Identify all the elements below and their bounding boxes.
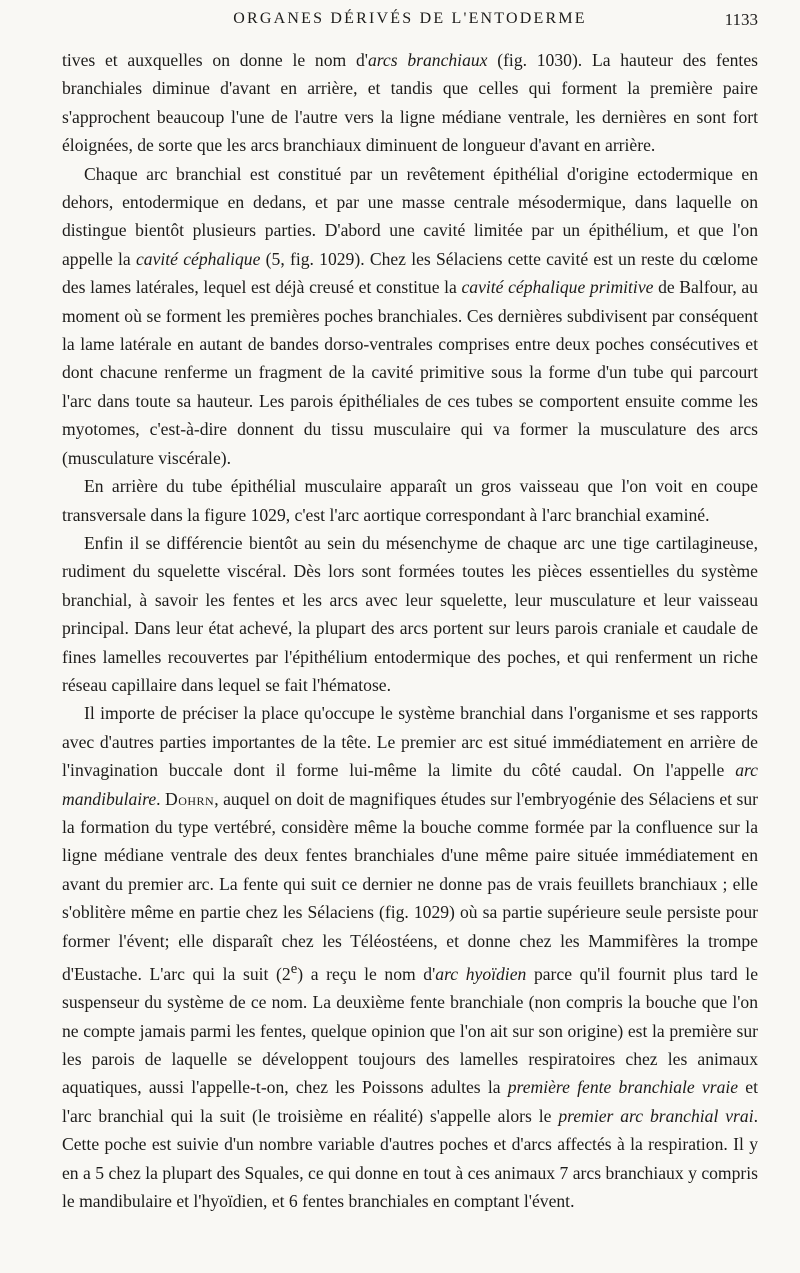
- text-run: , auquel on doit de magnifiques études sur l'embryogénie des Sélaciens et sur la formation du type vertébré, considère même la bouche comme formée par la confluence sur la ligne médiane ventrale des deux fentes branchiales d'une même paire située immédiatement en avant du premier arc. La fente qui suit ce dernier ne donne pas de vrais feuillets branchiaux ; elle s'oblitère même en partie chez les Sélaciens (fig. 1029) où sa partie supérieure seule persiste pour former l'évent; elle disparaît chez les Téléostéens, et donne chez les Mammifères la trompe d'Eustache. L'arc qui la suit (2: [62, 788, 759, 984]
- superscript: e: [290, 961, 298, 977]
- paragraph-3: [62, 472, 758, 529]
- italic-term: cavité céphalique: [135, 248, 261, 269]
- paragraph-1: [62, 46, 758, 160]
- italic-term: cavité céphalique primitive: [461, 277, 654, 298]
- text-run: Enfin il se différencie bientôt au sein du mésenchyme de chaque arc une tige cartilagineuse, rudiment du squelette viscéral. Dès lors sont formées toutes les pièces essentielles du système branchial, à savoir les fentes et les arcs avec leur squelette, leur musculature et leur vaisseau principal. Dans leur état achevé, la plupart des arcs portent sur leurs parois craniale et caudale de fines lamelles recouvertes par l'épithélium entodermique des poches, et qui renferment un riche réseau capillaire dans lequel se fait l'hématose.: [62, 532, 758, 695]
- text-run: Il importe de préciser la place qu'occupe le système branchial dans l'organisme et ses rapports avec d'autres parties importantes de la tête. Le premier arc est situé immédiatement en arrière de l'invagination buccale dont il forme lui-même la limite du côté caudal. On l'appelle: [62, 703, 758, 781]
- italic-term: premier arc branchial vrai: [558, 1105, 754, 1126]
- paragraph-5: [62, 699, 758, 1215]
- text-run: ) a reçu le nom d': [297, 963, 436, 984]
- text-run: de Balfour, au moment où se forment les premières poches branchiales. Ces dernières subdivisent par conséquent la lame latérale en autant de bandes dorso-ventrales comprises entre deux poches consécutives et dont chacune renferme un fragment de la cavité primitive sous la forme d'un tube qui parcourt l'arc dans toute sa hauteur. Les parois épithéliales de ces tubes se comportent ensuite comme les myotomes, c'est-à-dire donnent du tissu musculaire qui va former la musculature des arcs (musculature viscérale).: [62, 277, 758, 468]
- text-run: .: [156, 788, 166, 809]
- text-body: [62, 46, 758, 1216]
- author-name: Dohrn: [165, 788, 215, 809]
- text-run: parce qu'il fournit plus tard le suspenseur du système de ce nom. La deuxième fente branchiale (non compris la bouche que l'on ne compte jamais parmi les fentes, quelque opinion que l'on ait sur son origine) est la première sur les parois de laquelle se développent toujours des lamelles respiratoires chez les animaux aquatiques, aussi l'appelle-t-on, chez les Poissons adultes la: [62, 963, 759, 1098]
- text-run: . Cette poche est suivie d'un nombre variable d'autres poches et d'arcs affectés à la respiration. Il y en a 5 chez la plupart des Squales, ce qui donne en tout à ces animaux 7 arcs branchiaux y compris le mandibulaire et l'hyoïdien, et 6 fentes branchiales en comptant l'évent.: [62, 1105, 758, 1212]
- text-run: tives et auxquelles on donne le nom d': [62, 50, 368, 70]
- page-number: 1133: [724, 10, 758, 29]
- running-head: [62, 10, 758, 36]
- italic-term: arc mandibulaire: [62, 760, 758, 809]
- paragraph-4: [62, 529, 758, 699]
- running-title: ORGANES DÉRIVÉS DE L'ENTODERME: [233, 10, 587, 27]
- italic-term: première fente branchiale vraie: [507, 1077, 739, 1098]
- italic-term: arcs branchiaux: [367, 50, 488, 70]
- text-run: En arrière du tube épithélial musculaire apparaît un gros vaisseau que l'on voit en coupe transversale dans la figure 1029, c'est l'arc aortique correspondant à l'arc branchial examiné.: [62, 476, 758, 525]
- text-run: et l'arc branchial qui la suit (le troisième en réalité) s'appelle alors le: [62, 1077, 758, 1126]
- text-run: (fig. 1030). La hauteur des fentes branchiales diminue d'avant en arrière, et tandis que celles qui forment la première paire s'approchent beaucoup l'une de l'autre vers la ligne médiane ventrale, les dernières en sont fort éloignées, de sorte que les arcs branchiaux diminuent de longueur d'avant en arrière.: [62, 50, 758, 156]
- text-run: (5, fig. 1029). Chez les Sélaciens cette cavité est un reste du cœlome des lames latérales, lequel est déjà creusé et constitue la: [62, 248, 758, 298]
- paragraph-2: [62, 160, 758, 472]
- italic-term: arc hyoïdien: [435, 963, 527, 984]
- text-run: Chaque arc branchial est constitué par un revêtement épithélial d'origine ectodermique en dehors, entodermique en dedans, et par une masse centrale mésodermique, dans laquelle on distingue bientôt plusieurs parties. D'abord une cavité limitée par un épithélium, et que l'on appelle la: [62, 163, 758, 269]
